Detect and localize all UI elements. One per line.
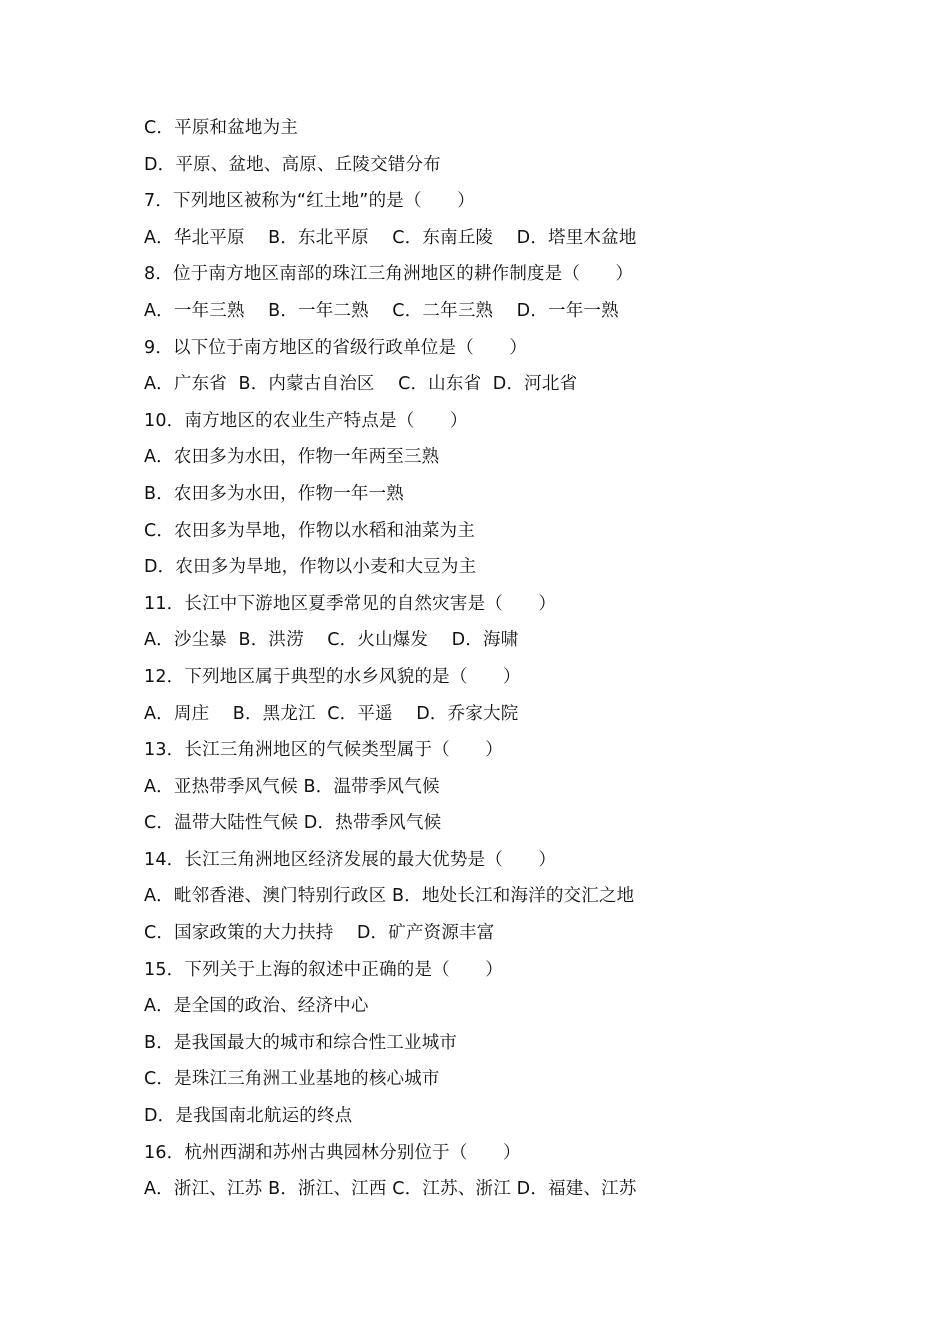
option-text: D．平原、盆地、高原、丘陵交错分布 xyxy=(144,154,441,175)
question-text: 12．下列地区属于典型的水乡风貌的是（ ） xyxy=(144,666,521,687)
option-text: A．一年三熟 B．一年二熟 C．二年三熟 D．一年一熟 xyxy=(144,300,619,321)
option-text: C．温带大陆性气候 D．热带季风气候 xyxy=(144,813,442,834)
question-text: 8．位于南方地区南部的珠江三角洲地区的耕作制度是（ ） xyxy=(144,264,634,285)
question-text: 15．下列关于上海的叙述中正确的是（ ） xyxy=(144,959,503,980)
option-text: C．是珠江三角洲工业基地的核心城市 xyxy=(144,1069,440,1090)
option-text: B．是我国最大的城市和综合性工业城市 xyxy=(144,1032,458,1053)
option-text: A．是全国的政治、经济中心 xyxy=(144,996,369,1017)
option-text: A．周庄 B．黑龙江 C．平遥 D．乔家大院 xyxy=(144,703,519,724)
option-text: A．华北平原 B．东北平原 C．东南丘陵 D．塔里木盆地 xyxy=(144,227,637,248)
question-text: 7．下列地区被称为“红土地”的是（ ） xyxy=(144,191,475,212)
question-text: 10．南方地区的农业生产特点是（ ） xyxy=(144,410,468,431)
question-list xyxy=(144,110,844,1208)
option-text: A．农田多为水田，作物一年两至三熟 xyxy=(144,447,440,468)
question-text: 13．长江三角洲地区的气候类型属于（ ） xyxy=(144,740,503,761)
option-text: A．广东省 B．内蒙古自治区 C．山东省 D．河北省 xyxy=(144,374,578,395)
option-text: C．平原和盆地为主 xyxy=(144,118,299,138)
option-text: C．国家政策的大力扶持 D．矿产资源丰富 xyxy=(144,923,495,944)
option-text: D．是我国南北航运的终点 xyxy=(144,1106,353,1127)
option-text: D．农田多为旱地，作物以小麦和大豆为主 xyxy=(144,557,477,578)
question-text: 16．杭州西湖和苏州古典园林分别位于（ ） xyxy=(144,1142,521,1163)
option-text: B．农田多为水田，作物一年一熟 xyxy=(144,483,405,504)
option-text: A．毗邻香港、澳门特别行政区 B．地处长江和海洋的交汇之地 xyxy=(144,886,635,907)
question-text: 9．以下位于南方地区的省级行政单位是（ ） xyxy=(144,337,528,358)
option-text: A．亚热带季风气候 B．温带季风气候 xyxy=(144,776,440,797)
option-text: C．农田多为旱地，作物以水稻和油菜为主 xyxy=(144,520,476,541)
question-text: 11．长江中下游地区夏季常见的自然灾害是（ ） xyxy=(144,593,557,614)
option-text: A．浙江、江苏 B．浙江、江西 C．江苏、浙江 D．福建、江苏 xyxy=(144,1179,637,1200)
question-text: 14．长江三角洲地区经济发展的最大优势是（ ） xyxy=(144,849,557,870)
option-text: A．沙尘暴 B．洪涝 C．火山爆发 D．海啸 xyxy=(144,630,519,651)
